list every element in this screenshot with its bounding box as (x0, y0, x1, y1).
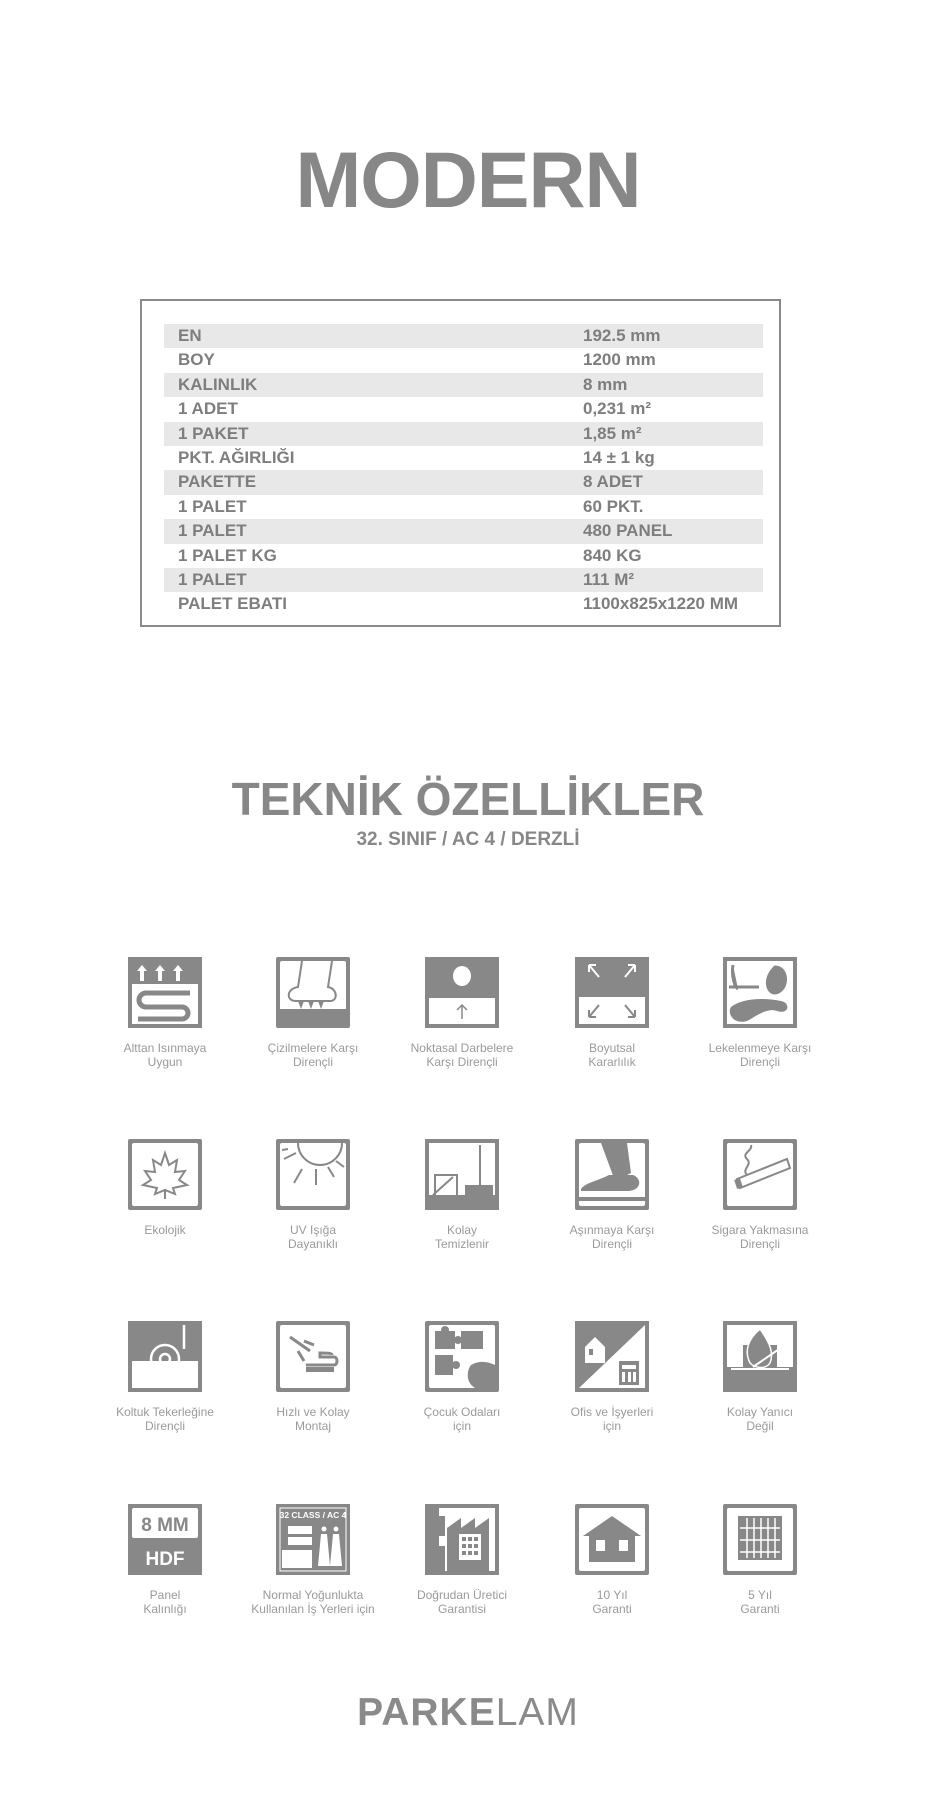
feature-label-line1: Noktasal Darbelere (410, 1041, 514, 1055)
feature-label-line2: Montaj (294, 1419, 332, 1433)
feature-label-line1: Kolay (446, 1223, 478, 1237)
feature-item (537, 1139, 687, 1251)
spec-value: 60 PKT. (583, 496, 644, 516)
feature-label (238, 1223, 388, 1251)
feature-label-line2: Kullanılan İş Yerleri için (251, 1602, 375, 1616)
feature-label-line2: Dayanıklı (287, 1237, 339, 1251)
scratch-resistant-icon (276, 957, 350, 1028)
feature-label-line2: Dirençli (144, 1419, 185, 1433)
feature-label-line2: Dirençli (591, 1237, 632, 1251)
spec-rows (164, 324, 763, 617)
section-title: TEKNİK ÖZELLİKLER (231, 773, 705, 825)
feature-label-line1: Aşınmaya Karşı (569, 1223, 655, 1237)
feature-label (238, 1405, 388, 1433)
spec-label: 1 PALET (178, 569, 247, 589)
feature-label-line2: Garanti (592, 1602, 632, 1616)
underfloor-heating-icon (128, 957, 202, 1028)
hdf-thickness-icon (128, 1504, 202, 1575)
spec-value: 111 M² (583, 569, 635, 589)
spec-value: 192.5 mm (583, 326, 661, 345)
feature-label-line2: Temizlenir (434, 1237, 489, 1251)
feature-label-line2: Dirençli (739, 1055, 780, 1069)
spec-label: 1 PALET (178, 521, 247, 541)
feature-item (537, 957, 687, 1069)
spec-label: BOY (178, 350, 215, 370)
fire-icon (723, 1321, 797, 1392)
feature-label-line2: Karşı Dirençli (426, 1055, 498, 1069)
feature-label-line2: Garantisi (437, 1602, 487, 1616)
impact-resistant-icon (425, 957, 499, 1028)
feature-label-line1: Alttan Isınmaya (123, 1041, 207, 1055)
feature-label-line1: 5 Yıl (748, 1588, 772, 1602)
spec-value: 840 KG (583, 545, 642, 565)
spec-value: 8 mm (583, 374, 628, 394)
spec-row (164, 519, 763, 543)
dimensional-stability-icon (575, 957, 649, 1028)
spec-row (164, 544, 763, 568)
feature-item (90, 1139, 240, 1237)
feature-label-line1: Hızlı ve Kolay (276, 1405, 350, 1419)
spec-label: KALINLIK (178, 374, 258, 394)
broom-bucket-icon (425, 1139, 499, 1210)
feature-label (537, 1405, 687, 1433)
feature-item (238, 1321, 388, 1433)
feature-label-line1: Kolay Yanıcı (726, 1405, 794, 1419)
feature-label (387, 1223, 537, 1251)
spec-label: 1 ADET (178, 399, 238, 419)
feature-label (537, 1041, 687, 1069)
spec-label: PALET EBATI (178, 594, 287, 614)
feature-label-line2: Değil (746, 1419, 774, 1433)
feature-label (90, 1041, 240, 1069)
feature-item (90, 957, 240, 1069)
feature-label-line1: Panel (149, 1588, 181, 1602)
spec-label: PKT. AĞIRLIĞI (178, 447, 295, 467)
spec-row (164, 373, 763, 397)
spec-row (164, 348, 763, 372)
feature-item (685, 1504, 835, 1616)
cigarette-icon (723, 1139, 797, 1210)
feature-label-line2: için (602, 1419, 621, 1433)
spec-row (164, 495, 763, 519)
brand-bold: PARKE (357, 1691, 496, 1734)
chair-wheel-icon (128, 1321, 202, 1392)
spec-value: 0,231 m² (583, 399, 652, 419)
feature-label (238, 1588, 388, 1616)
spec-value: 1,85 m² (583, 423, 642, 443)
stain-resistant-icon (723, 957, 797, 1028)
spec-row (164, 446, 763, 470)
spec-row (164, 397, 763, 421)
feature-item (685, 957, 835, 1069)
feature-label (238, 1041, 388, 1069)
feature-label (537, 1588, 687, 1616)
feature-label-line2: Kararlılık (588, 1055, 636, 1069)
feature-label-line1: Çizilmelere Karşı (267, 1041, 359, 1055)
feature-label-line1: UV Işığa (289, 1223, 337, 1237)
spec-value: 14 ± 1 kg (583, 447, 655, 467)
feature-label-line1: Ofis ve İşyerleri (570, 1405, 654, 1419)
shoe-icon (575, 1139, 649, 1210)
feature-label-line2: Garanti (740, 1602, 780, 1616)
feature-label-line1: Koltuk Tekerleğine (116, 1405, 214, 1419)
feature-label-line1: Sigara Yakmasına (711, 1223, 809, 1237)
feature-item (90, 1321, 240, 1433)
feature-item (387, 1139, 537, 1251)
feature-item (238, 1139, 388, 1251)
feature-item (537, 1321, 687, 1433)
class-ac4-icon (276, 1504, 350, 1575)
feature-label-line2: Uygun (147, 1055, 183, 1069)
home-office-icon (575, 1321, 649, 1392)
feature-label-line1: Normal Yoğunlukta (262, 1588, 364, 1602)
spec-label: 1 PAKET (178, 423, 249, 443)
feature-label (685, 1041, 835, 1069)
feature-label-line2: Kalınlığı (143, 1602, 187, 1616)
spec-row (164, 470, 763, 494)
feature-item (238, 957, 388, 1069)
hdf-badge-bottom: HDF (145, 1549, 185, 1570)
feature-item (387, 1321, 537, 1433)
spec-value: 1100x825x1220 MM (583, 594, 739, 614)
feature-label (387, 1041, 537, 1069)
spec-row (164, 592, 763, 616)
feature-label (387, 1588, 537, 1616)
feature-label (685, 1223, 835, 1251)
feature-item (238, 1504, 388, 1616)
brand-logo (0, 1693, 936, 1733)
feature-item (90, 1504, 240, 1616)
spec-label: PAKETTE (178, 472, 257, 492)
feature-label-line2: Dirençli (739, 1237, 780, 1251)
factory-icon (425, 1504, 499, 1575)
feature-label-line1: Lekelenmeye Karşı (708, 1041, 812, 1055)
brand-light: LAM (495, 1691, 579, 1734)
feature-label-line1: Doğrudan Üretici (416, 1588, 508, 1602)
feature-label-line2: için (452, 1419, 471, 1433)
section-subtitle: 32. SINIF / AC 4 / DERZLİ (356, 829, 580, 850)
feature-item (685, 1139, 835, 1251)
sun-icon (276, 1139, 350, 1210)
feature-item (685, 1321, 835, 1433)
feature-label-line1: Boyutsal (588, 1041, 636, 1055)
class-badge: 32 CLASS / AC 4 (279, 1510, 347, 1520)
spec-table (140, 299, 781, 627)
spec-label: 1 PALET KG (178, 545, 277, 565)
feature-label-line1: Ekolojik (144, 1223, 186, 1237)
spec-value: 1200 mm (583, 350, 656, 370)
commercial-building-icon (723, 1504, 797, 1575)
leaf-icon (128, 1139, 202, 1210)
feature-label (90, 1405, 240, 1433)
feature-item (387, 957, 537, 1069)
puzzle-icon (425, 1321, 499, 1392)
feature-label-line1: 10 Yıl (596, 1588, 628, 1602)
hdf-badge-top: 8 MM (141, 1515, 189, 1536)
spec-row (164, 568, 763, 592)
feature-label-line2: Dirençli (292, 1055, 333, 1069)
spec-value: 480 PANEL (583, 521, 673, 541)
product-title: MODERN (295, 135, 641, 224)
feature-label (90, 1223, 240, 1237)
spec-row (164, 324, 763, 348)
feature-item (537, 1504, 687, 1616)
feature-label (387, 1405, 537, 1433)
house-icon (575, 1504, 649, 1575)
feature-label (685, 1405, 835, 1433)
spec-label: 1 PALET (178, 496, 247, 516)
feature-label-line1: Çocuk Odaları (423, 1405, 501, 1419)
feature-label (90, 1588, 240, 1616)
feature-item (387, 1504, 537, 1616)
click-install-icon (276, 1321, 350, 1392)
feature-label (537, 1223, 687, 1251)
spec-label: EN (178, 326, 202, 345)
spec-row (164, 422, 763, 446)
spec-value: 8 ADET (583, 472, 643, 492)
feature-label (685, 1588, 835, 1616)
